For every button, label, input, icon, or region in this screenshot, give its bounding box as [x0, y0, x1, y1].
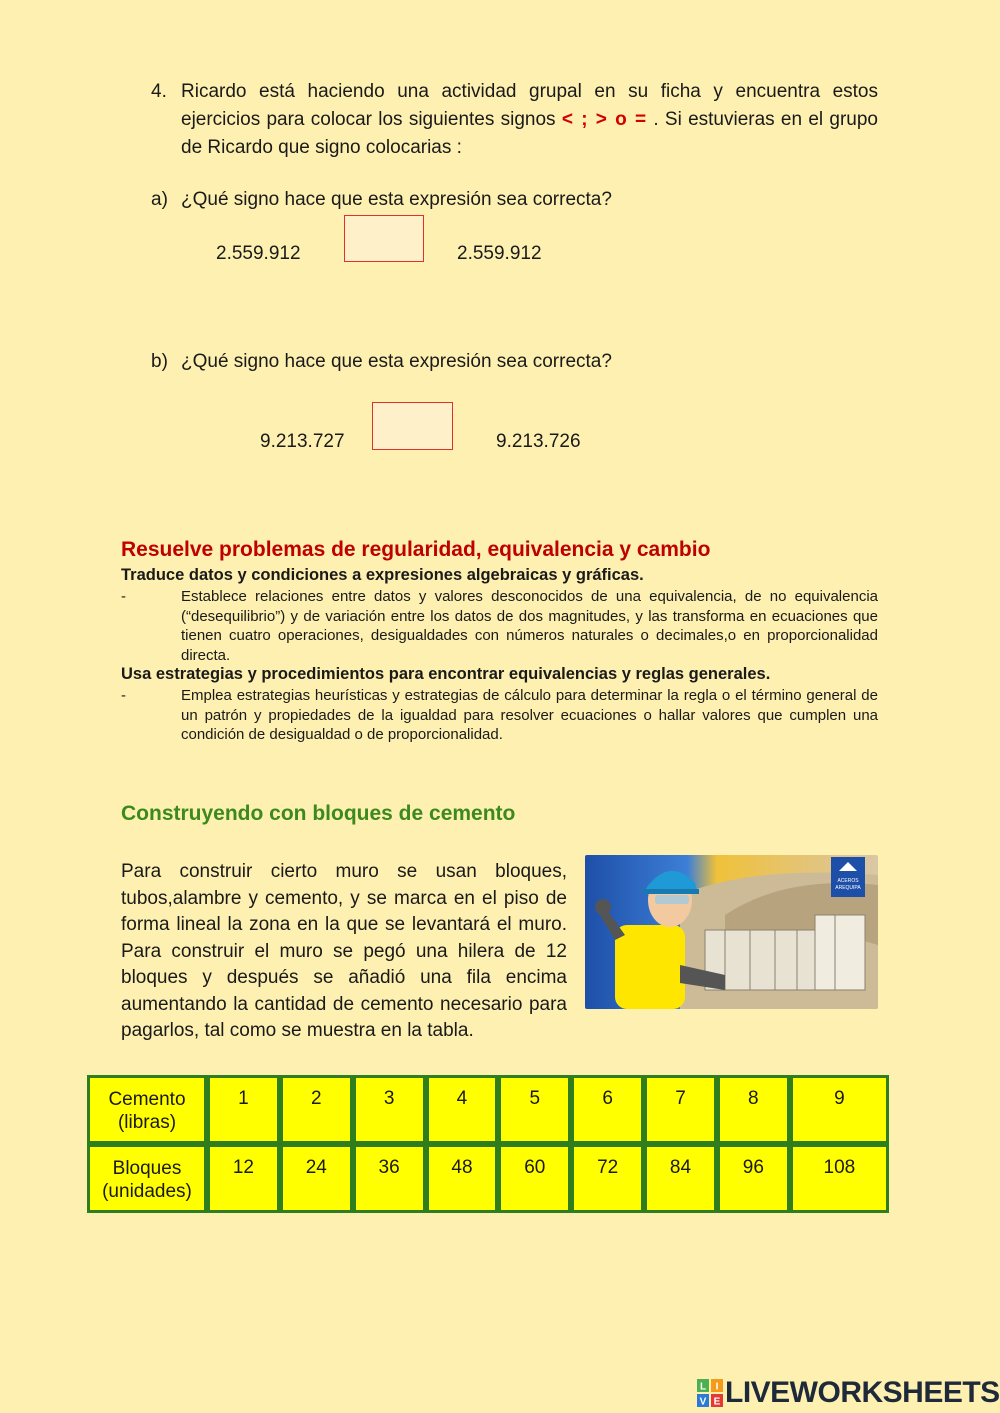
- bullet-1: - Establece relaciones entre datos y valores desconocidos de una equivalencia, de no equivalencia (“desequilibrio”) y de variación entre los datos de dos magnitudes, y las transforma en ecuaciones que tienen cuatro operaciones, desigualdades con números naturales o decimales,o en proporcionalidad directa.: [121, 588, 878, 664]
- bloques-cell: 72: [571, 1144, 644, 1213]
- part-a-right-value: 2.559.912: [457, 243, 542, 264]
- cemento-cell: 8: [717, 1075, 790, 1144]
- cemento-cell: 4: [426, 1075, 499, 1144]
- badge-line-1: ACEROS: [837, 878, 859, 884]
- bloques-cell: 36: [353, 1144, 426, 1213]
- bloques-cell: 48: [426, 1144, 499, 1213]
- row-header-cemento: Cemento (libras): [87, 1075, 207, 1144]
- bloques-cell: 84: [644, 1144, 717, 1213]
- bloques-cell: 24: [280, 1144, 353, 1213]
- part-b-answer-box[interactable]: [372, 402, 453, 450]
- table-row-cemento: [87, 1075, 889, 1144]
- logo-letter-e: E: [713, 1396, 721, 1407]
- part-b-question: b) ¿Qué signo hace que esta expresión sea correcta?: [151, 351, 612, 372]
- signs-list: < ; > o =: [561, 109, 648, 130]
- question-number: 4.: [151, 81, 167, 102]
- bullet-2: - Emplea estrategias heurísticas y estrategias de cálculo para determinar la regla o el término general de un patrón y propiedades de la igualdad para resolver ecuaciones o hallar valores que cumplen una condición de desigualdad o de proporcionalidad.: [121, 687, 878, 743]
- part-a-left-value: 2.559.912: [216, 243, 301, 264]
- construction-worker-illustration: [585, 855, 878, 1009]
- logo-letter-l: L: [699, 1381, 707, 1393]
- capacity-1: Traduce datos y condiciones a expresiones algebraicas y gráficas.: [121, 566, 644, 584]
- logo-icon: [697, 1379, 723, 1407]
- bloques-cell: 96: [717, 1144, 790, 1213]
- competency-title: Resuelve problemas de regularidad, equivalencia y cambio: [121, 538, 711, 561]
- logo-text: LIVEWORKSHEETS: [725, 1376, 1000, 1409]
- bloques-cell: 12: [207, 1144, 280, 1213]
- logo-letter-i: I: [715, 1381, 719, 1393]
- part-b-right-value: 9.213.726: [496, 431, 581, 452]
- cemento-cell: 2: [280, 1075, 353, 1144]
- bloques-cell: 60: [498, 1144, 571, 1213]
- liveworksheets-logo[interactable]: [697, 1378, 1000, 1408]
- cemento-cell: 3: [353, 1075, 426, 1144]
- question-text: Ricardo está haciendo una actividad grupal en su ficha y encuentra estos ejercicios para colocar los siguientes signos < ; > o = . Si estuvieras en el grupo de Ricardo que signo colocarias :: [181, 81, 878, 158]
- cemento-cell: 7: [644, 1075, 717, 1144]
- bloques-cell: 108: [790, 1144, 889, 1213]
- part-a-answer-box[interactable]: [344, 215, 424, 262]
- worker-image: [585, 855, 878, 1009]
- cemento-cell: 6: [571, 1075, 644, 1144]
- badge-line-2: AREQUIPA: [835, 885, 861, 891]
- cement-blocks-table: [87, 1075, 889, 1213]
- section-paragraph: Para construir cierto muro se usan bloques, tubos,alambre y cemento, y se marca en el piso de forma lineal la zona en la que se levantará el muro. Para construir el muro se pegó una hilera de 12 bloques y después se añadió una fila encima aumentando la cantidad de cemento necesario para pagarlos, tal como se muestra en la tabla.: [121, 861, 567, 1041]
- table-row-bloques: [87, 1144, 889, 1213]
- section-title: Construyendo con bloques de cemento: [121, 802, 516, 825]
- row-header-bloques: Bloques (unidades): [87, 1144, 207, 1213]
- question-4: [151, 78, 878, 162]
- cemento-cell: 5: [498, 1075, 571, 1144]
- cemento-cell: 9: [790, 1075, 889, 1144]
- capacity-2: Usa estrategias y procedimientos para encontrar equivalencias y reglas generales.: [121, 665, 771, 683]
- logo-letter-v: V: [699, 1396, 707, 1407]
- part-a-question: a) ¿Qué signo hace que esta expresión sea correcta?: [151, 189, 612, 210]
- part-b-left-value: 9.213.727: [260, 431, 345, 452]
- cemento-cell: 1: [207, 1075, 280, 1144]
